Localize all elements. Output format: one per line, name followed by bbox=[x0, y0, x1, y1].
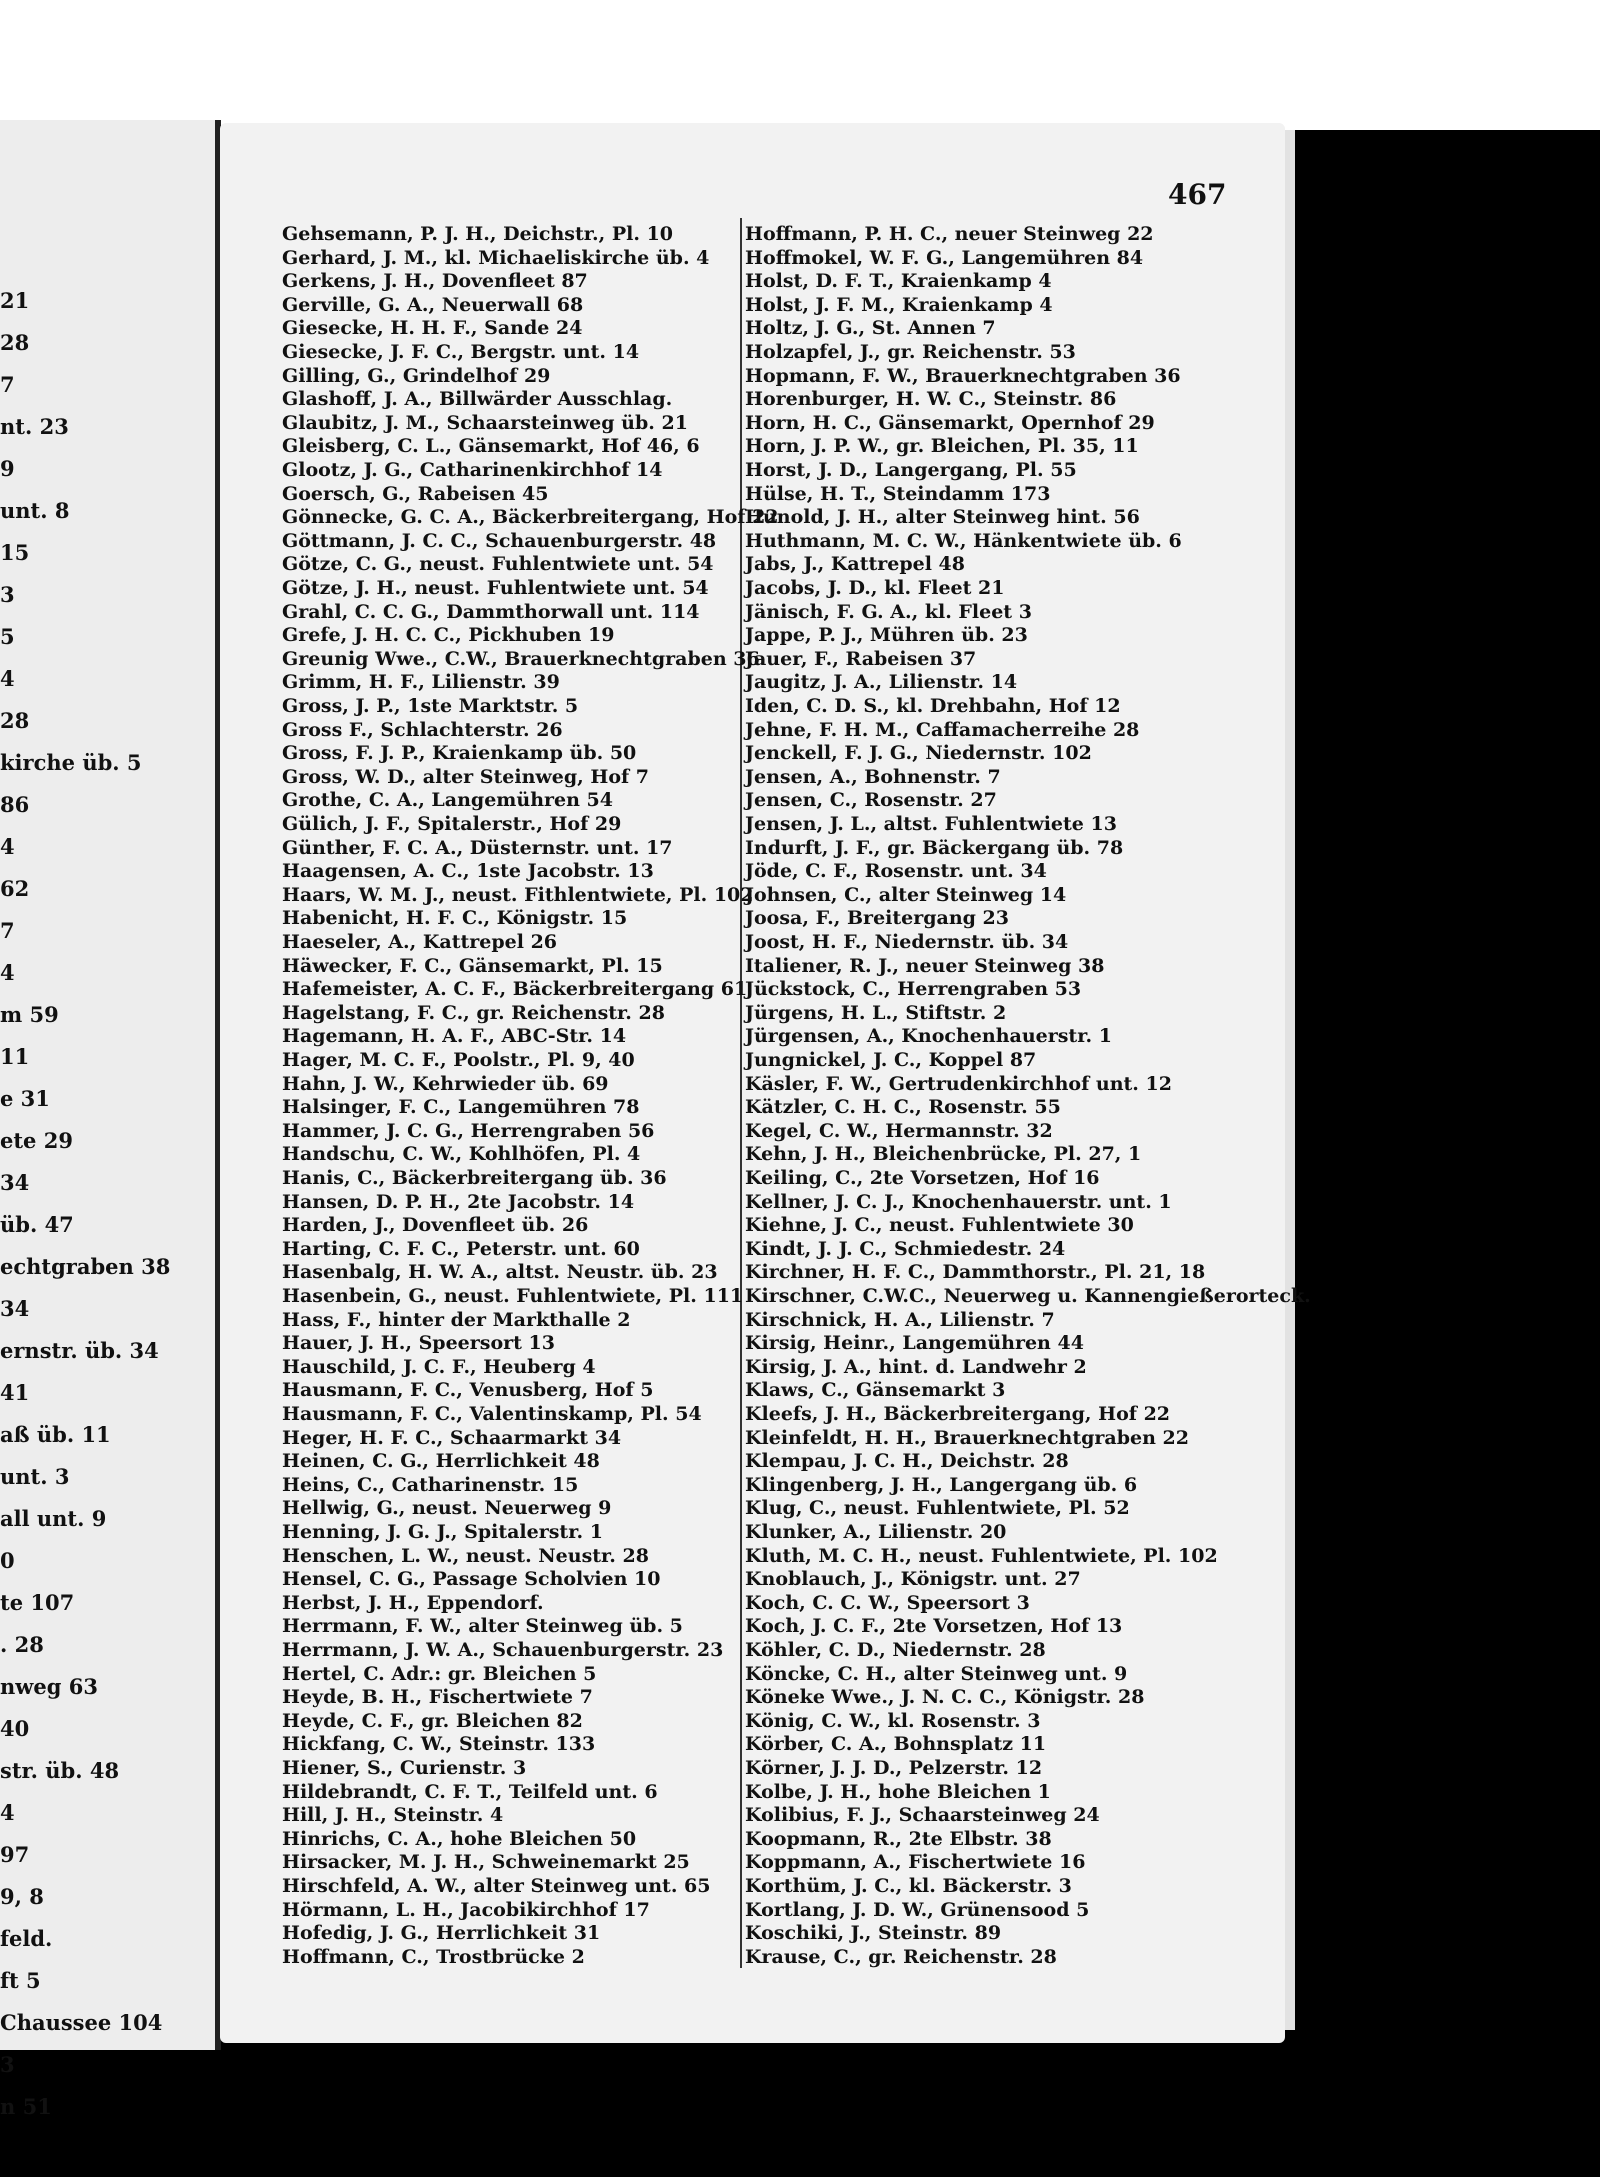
directory-entry: Joost, H. F., Niedernstr. üb. 34 bbox=[745, 931, 1069, 953]
column-divider bbox=[740, 218, 742, 1968]
directory-entry: Hörmann, L. H., Jacobikirchhof 17 bbox=[282, 1898, 650, 1921]
left-page-fragment: 62 bbox=[0, 876, 30, 901]
directory-entry: Hasenbalg, H. W. A., altst. Neustr. üb. 23 bbox=[282, 1261, 718, 1284]
directory-entry: Holzapfel, J., gr. Reichenstr. 53 bbox=[745, 341, 1076, 363]
left-page-fragment: 4 bbox=[0, 1800, 15, 1825]
directory-entry: Haagensen, A. C., 1ste Jacobstr. 13 bbox=[282, 860, 654, 883]
left-page-fragment: m 59 bbox=[0, 1002, 59, 1027]
left-page-fragment: 28 bbox=[0, 330, 30, 355]
left-page-fragment: 3 bbox=[0, 582, 15, 607]
directory-entry: Klingenberg, J. H., Langergang üb. 6 bbox=[745, 1473, 1138, 1496]
directory-entry: Heinen, C. G., Herrlichkeit 48 bbox=[282, 1450, 600, 1473]
left-page-fragment: all unt. 9 bbox=[0, 1506, 107, 1531]
directory-entry: Hickfang, C. W., Steinstr. 133 bbox=[282, 1733, 596, 1756]
left-page-fragment: üb. 47 bbox=[0, 1212, 74, 1237]
left-page-fragment: 5 bbox=[0, 624, 15, 649]
left-page-fragment: 7 bbox=[0, 918, 15, 943]
directory-entry: Huthmann, M. C. W., Hänkentwiete üb. 6 bbox=[745, 529, 1182, 552]
left-page-fragment: 7 bbox=[0, 372, 15, 397]
directory-entry: Klaws, C., Gänsemarkt 3 bbox=[745, 1379, 1006, 1402]
left-page-fragment: ernstr. üb. 34 bbox=[0, 1338, 159, 1363]
directory-entry: Hoffmokel, W. F. G., Langemühren 84 bbox=[745, 246, 1144, 269]
directory-entry: Halsinger, F. C., Langemühren 78 bbox=[282, 1096, 640, 1119]
directory-entry: Jöde, C. F., Rosenstr. unt. 34 bbox=[745, 860, 1047, 883]
left-page-fragment: 11 bbox=[0, 1044, 30, 1069]
directory-entry: Kleefs, J. H., Bäckerbreitergang, Hof 22 bbox=[745, 1403, 1171, 1425]
directory-entry: Iden, C. D. S., kl. Drehbahn, Hof 12 bbox=[745, 695, 1121, 717]
directory-entry: Gerhard, J. M., kl. Michaeliskirche üb. 4 bbox=[282, 246, 710, 269]
directory-entry: Hirsacker, M. J. H., Schweinemarkt 25 bbox=[282, 1851, 690, 1874]
directory-entry: Korthüm, J. C., kl. Bäckerstr. 3 bbox=[745, 1875, 1072, 1897]
directory-entry: Johnsen, C., alter Steinweg 14 bbox=[745, 883, 1067, 906]
directory-entry: Jensen, C., Rosenstr. 27 bbox=[745, 789, 997, 812]
directory-entry: Hildebrandt, C. F. T., Teilfeld unt. 6 bbox=[282, 1780, 658, 1803]
directory-entry: Koch, C. C. W., Speersort 3 bbox=[745, 1591, 1030, 1614]
directory-entry: Kindt, J. J. C., Schmiedestr. 24 bbox=[745, 1237, 1066, 1260]
directory-entry: Hiener, S., Curienstr. 3 bbox=[282, 1757, 527, 1779]
left-page-fragment: 40 bbox=[0, 1716, 30, 1741]
directory-entry: Jensen, J. L., altst. Fuhlentwiete 13 bbox=[745, 813, 1117, 835]
directory-entry: Jacobs, J. D., kl. Fleet 21 bbox=[745, 577, 1005, 599]
left-page-fragment: aß üb. 11 bbox=[0, 1422, 111, 1447]
left-page-fragment: str. üb. 48 bbox=[0, 1758, 120, 1783]
scan-background bbox=[0, 0, 1600, 130]
directory-entry: Hill, J. H., Steinstr. 4 bbox=[282, 1804, 504, 1827]
directory-entry: Jensen, A., Bohnenstr. 7 bbox=[745, 765, 1001, 788]
directory-entry: Koppmann, A., Fischertwiete 16 bbox=[745, 1851, 1086, 1874]
directory-entry: Gleisberg, C. L., Gänsemarkt, Hof 46, 6 bbox=[282, 435, 700, 458]
directory-entry: Kirchner, H. F. C., Dammthorstr., Pl. 21, 18 bbox=[745, 1261, 1206, 1284]
directory-entry: Kolbe, J. H., hohe Bleichen 1 bbox=[745, 1780, 1051, 1803]
left-page-fragment: n 51 bbox=[0, 2094, 52, 2119]
directory-entry: Jürgens, H. L., Stiftstr. 2 bbox=[745, 1001, 1007, 1024]
directory-entry: Jenckell, F. J. G., Niedernstr. 102 bbox=[745, 742, 1092, 765]
left-page-fragment: . 28 bbox=[0, 1632, 44, 1657]
left-page-fragment: te 107 bbox=[0, 1590, 75, 1615]
directory-entry: Herrmann, F. W., alter Steinweg üb. 5 bbox=[282, 1615, 683, 1638]
directory-entry: Jaugitz, J. A., Lilienstr. 14 bbox=[745, 671, 1018, 694]
directory-entry: Holst, J. F. M., Kraienkamp 4 bbox=[745, 293, 1053, 316]
directory-entry: Heins, C., Catharinenstr. 15 bbox=[282, 1473, 579, 1496]
left-page-fragment: 41 bbox=[0, 1380, 30, 1405]
directory-entry: Harden, J., Dovenfleet üb. 26 bbox=[282, 1214, 589, 1237]
directory-entry: Götze, C. G., neust. Fuhlentwiete unt. 54 bbox=[282, 553, 714, 576]
directory-entry: Klempau, J. C. H., Deichstr. 28 bbox=[745, 1450, 1069, 1473]
directory-entry: Kiehne, J. C., neust. Fuhlentwiete 30 bbox=[745, 1214, 1134, 1237]
directory-entry: Hauer, J. H., Speersort 13 bbox=[282, 1332, 555, 1355]
directory-entry: Herbst, J. H., Eppendorf. bbox=[282, 1591, 544, 1614]
directory-entry: Gross, F. J. P., Kraienkamp üb. 50 bbox=[282, 742, 637, 765]
left-page-fragment: 9, 8 bbox=[0, 1884, 44, 1909]
directory-entry: Grothe, C. A., Langemühren 54 bbox=[282, 789, 613, 812]
directory-entry: Hülse, H. T., Steindamm 173 bbox=[745, 482, 1051, 505]
directory-entry: König, C. W., kl. Rosenstr. 3 bbox=[745, 1709, 1041, 1732]
directory-entry: Kirsig, J. A., hint. d. Landwehr 2 bbox=[745, 1355, 1087, 1378]
directory-entry: Kortlang, J. D. W., Grünensood 5 bbox=[745, 1898, 1090, 1921]
directory-entry: Holtz, J. G., St. Annen 7 bbox=[745, 317, 996, 340]
directory-entry: Heyde, B. H., Fischertwiete 7 bbox=[282, 1686, 593, 1709]
directory-entry: Kirsig, Heinr., Langemühren 44 bbox=[745, 1332, 1084, 1355]
directory-entry: Hanis, C., Bäckerbreitergang üb. 36 bbox=[282, 1167, 667, 1189]
directory-entry: Hensel, C. G., Passage Scholvien 10 bbox=[282, 1568, 661, 1591]
directory-entry: Horenburger, H. W. C., Steinstr. 86 bbox=[745, 388, 1117, 411]
directory-entry: Gross, W. D., alter Steinweg, Hof 7 bbox=[282, 765, 650, 788]
left-page-fragment: Chaussee 104 bbox=[0, 2010, 163, 2035]
directory-entry: Heger, H. F. C., Schaarmarkt 34 bbox=[282, 1426, 622, 1449]
directory-entry: Kleinfeldt, H. H., Brauerknechtgraben 22 bbox=[745, 1426, 1189, 1449]
directory-entry: Hass, F., hinter der Markthalle 2 bbox=[282, 1308, 631, 1331]
directory-entry: Kirschnick, H. A., Lilienstr. 7 bbox=[745, 1308, 1055, 1331]
left-page-fragment: 97 bbox=[0, 1842, 30, 1867]
directory-entry: Hasenbein, G., neust. Fuhlentwiete, Pl. 111 bbox=[282, 1285, 744, 1307]
directory-entry: Köneke Wwe., J. N. C. C., Königstr. 28 bbox=[745, 1686, 1145, 1709]
directory-entry: Holst, D. F. T., Kraienkamp 4 bbox=[745, 270, 1052, 293]
left-page-fragment: nt. 23 bbox=[0, 414, 69, 439]
directory-entry: Haeseler, A., Kattrepel 26 bbox=[282, 931, 558, 953]
left-page-fragment: feld. bbox=[0, 1926, 53, 1951]
directory-entry: Gülich, J. F., Spitalerstr., Hof 29 bbox=[282, 813, 622, 835]
directory-entry: Horn, J. P. W., gr. Bleichen, Pl. 35, 11 bbox=[745, 435, 1139, 458]
left-page-fragment: 9 bbox=[0, 456, 15, 481]
left-page-fragment: 21 bbox=[0, 288, 30, 313]
directory-entry: Gross F., Schlachterstr. 26 bbox=[282, 718, 563, 741]
directory-entry: Hammer, J. C. G., Herrengraben 56 bbox=[282, 1119, 655, 1142]
directory-entry: Hertel, C. Adr.: gr. Bleichen 5 bbox=[282, 1662, 597, 1685]
directory-entry: Indurft, J. F., gr. Bäckergang üb. 78 bbox=[745, 836, 1124, 859]
directory-entry: Kluth, M. C. H., neust. Fuhlentwiete, Pl. 102 bbox=[745, 1544, 1218, 1567]
directory-entry: Hager, M. C. F., Poolstr., Pl. 9, 40 bbox=[282, 1049, 635, 1071]
directory-entry: Glaubitz, J. M., Schaarsteinweg üb. 21 bbox=[282, 411, 688, 434]
directory-entry: Köhler, C. D., Niedernstr. 28 bbox=[745, 1639, 1046, 1661]
directory-entry: Koch, J. C. F., 2te Vorsetzen, Hof 13 bbox=[745, 1615, 1123, 1638]
left-page-fragment: 4 bbox=[0, 834, 15, 859]
directory-entry: Hofedig, J. G., Herrlichkeit 31 bbox=[282, 1922, 601, 1945]
directory-entry: Gehsemann, P. J. H., Deichstr., Pl. 10 bbox=[282, 223, 674, 245]
directory-entry: Hoffmann, P. H. C., neuer Steinweg 22 bbox=[745, 223, 1154, 245]
directory-entry: Körber, C. A., Bohnsplatz 11 bbox=[745, 1733, 1047, 1756]
directory-entry: Koopmann, R., 2te Elbstr. 38 bbox=[745, 1827, 1052, 1850]
left-page-fragment: ft 5 bbox=[0, 1968, 41, 1993]
directory-entry: Habenicht, H. F. C., Königstr. 15 bbox=[282, 907, 628, 930]
left-page-fragment: unt. 3 bbox=[0, 1464, 70, 1489]
directory-entry: Köncke, C. H., alter Steinweg unt. 9 bbox=[745, 1662, 1128, 1685]
directory-entry: Handschu, C. W., Kohlhöfen, Pl. 4 bbox=[282, 1143, 641, 1166]
directory-entry: Gönnecke, G. C. A., Bäckerbreitergang, Hof 22 bbox=[282, 506, 779, 529]
directory-entry: Hausmann, F. C., Valentinskamp, Pl. 54 bbox=[282, 1403, 702, 1425]
directory-entry: Goersch, G., Rabeisen 45 bbox=[282, 482, 549, 505]
directory-entry: Henschen, L. W., neust. Neustr. 28 bbox=[282, 1544, 649, 1567]
directory-entry: Hauschild, J. C. F., Heuberg 4 bbox=[282, 1355, 596, 1378]
directory-entry: Kellner, J. C. J., Knochenhauerstr. unt. 1 bbox=[745, 1190, 1172, 1213]
left-page-edge bbox=[0, 120, 221, 2119]
directory-entry: Haars, W. M. J., neust. Fithlentwiete, Pl. 102 bbox=[282, 883, 754, 906]
directory-entry: Henning, J. G. J., Spitalerstr. 1 bbox=[282, 1521, 603, 1543]
directory-entry: Gerville, G. A., Neuerwall 68 bbox=[282, 293, 584, 316]
left-page-fragment: 86 bbox=[0, 792, 30, 817]
directory-entry: Koschiki, J., Steinstr. 89 bbox=[745, 1922, 1002, 1945]
directory-entry: Hagelstang, F. C., gr. Reichenstr. 28 bbox=[282, 1001, 665, 1024]
directory-entry: Grefe, J. H. C. C., Pickhuben 19 bbox=[282, 624, 615, 647]
left-page-fragment: ete 29 bbox=[0, 1128, 73, 1153]
directory-entry: Hinrichs, C. A., hohe Bleichen 50 bbox=[282, 1827, 637, 1850]
directory-entry: Herrmann, J. W. A., Schauenburgerstr. 23 bbox=[282, 1639, 724, 1661]
directory-entry: Keiling, C., 2te Vorsetzen, Hof 16 bbox=[745, 1167, 1100, 1189]
directory-entry: Gross, J. P., 1ste Marktstr. 5 bbox=[282, 695, 579, 717]
directory-entry: Kolibius, F. J., Schaarsteinweg 24 bbox=[745, 1804, 1100, 1827]
directory-entry: Käsler, F. W., Gertrudenkirchhof unt. 12 bbox=[745, 1072, 1172, 1095]
directory-entry: Gilling, G., Grindelhof 29 bbox=[282, 364, 551, 387]
directory-entry: Jappe, P. J., Mühren üb. 23 bbox=[745, 624, 1028, 647]
left-page-fragment: 15 bbox=[0, 540, 30, 565]
directory-entry: Jänisch, F. G. A., kl. Fleet 3 bbox=[745, 600, 1032, 623]
left-page-fragment: 4 bbox=[0, 666, 15, 691]
directory-entry: Klug, C., neust. Fuhlentwiete, Pl. 52 bbox=[745, 1497, 1130, 1520]
directory-entry: Harting, C. F. C., Peterstr. unt. 60 bbox=[282, 1237, 640, 1260]
directory-entry: Häwecker, F. C., Gänsemarkt, Pl. 15 bbox=[282, 954, 663, 977]
directory-entry: Giesecke, H. H. F., Sande 24 bbox=[282, 317, 583, 340]
directory-entry: Kehn, J. H., Bleichenbrücke, Pl. 27, 1 bbox=[745, 1143, 1142, 1166]
directory-entry: Horst, J. D., Langergang, Pl. 55 bbox=[745, 459, 1077, 481]
directory-entry: Krause, C., gr. Reichenstr. 28 bbox=[745, 1945, 1057, 1968]
directory-entry: Götze, J. H., neust. Fuhlentwiete unt. 54 bbox=[282, 577, 709, 599]
directory-entry: Heyde, C. F., gr. Bleichen 82 bbox=[282, 1709, 583, 1732]
directory-entry: Jückstock, C., Herrengraben 53 bbox=[745, 978, 1082, 1001]
directory-entry: Hirschfeld, A. W., alter Steinweg unt. 65 bbox=[282, 1875, 711, 1897]
left-page-fragment: nweg 63 bbox=[0, 1674, 98, 1699]
directory-entry: Horn, H. C., Gänsemarkt, Opernhof 29 bbox=[745, 411, 1155, 434]
left-page-fragment: kirche üb. 5 bbox=[0, 750, 142, 775]
left-page-fragment: 0 bbox=[0, 1548, 15, 1573]
directory-entry: Hafemeister, A. C. F., Bäckerbreitergang 61 bbox=[282, 978, 748, 1001]
page-number: 467 bbox=[1168, 178, 1227, 211]
directory-entry: Günther, F. C. A., Düsternstr. unt. 17 bbox=[282, 836, 673, 859]
left-page-fragment: echtgraben 38 bbox=[0, 1254, 171, 1279]
directory-entry: Jabs, J., Kattrepel 48 bbox=[745, 553, 965, 576]
directory-entry: Glootz, J. G., Catharinenkirchhof 14 bbox=[282, 459, 663, 481]
directory-entry: Hunold, J. H., alter Steinweg hint. 56 bbox=[745, 506, 1140, 529]
left-page-fragment: 3 bbox=[0, 2052, 15, 2077]
directory-entry: Hausmann, F. C., Venusberg, Hof 5 bbox=[282, 1379, 654, 1402]
directory-entry: Glashoff, J. A., Billwärder Ausschlag. bbox=[282, 388, 673, 411]
directory-entry: Hopmann, F. W., Brauerknechtgraben 36 bbox=[745, 364, 1181, 387]
directory-entry: Grahl, C. C. G., Dammthorwall unt. 114 bbox=[282, 600, 700, 623]
directory-entry: Jehne, F. H. M., Caffamacherreihe 28 bbox=[745, 718, 1140, 741]
directory-entry: Jauer, F., Rabeisen 37 bbox=[745, 647, 977, 670]
directory-entry: Klunker, A., Lilienstr. 20 bbox=[745, 1521, 1007, 1543]
directory-entry: Körner, J. J. D., Pelzerstr. 12 bbox=[745, 1757, 1043, 1779]
directory-entry: Grimm, H. F., Lilienstr. 39 bbox=[282, 671, 560, 694]
directory-entry: Joosa, F., Breitergang 23 bbox=[745, 907, 1009, 930]
left-page-fragment: 28 bbox=[0, 708, 30, 733]
left-page-fragment: e 31 bbox=[0, 1086, 50, 1111]
directory-entry: Jungnickel, J. C., Koppel 87 bbox=[745, 1049, 1037, 1071]
directory-entry: Giesecke, J. F. C., Bergstr. unt. 14 bbox=[282, 341, 640, 363]
directory-entry: Hoffmann, C., Trostbrücke 2 bbox=[282, 1945, 585, 1968]
left-page-fragment: 34 bbox=[0, 1296, 30, 1321]
directory-entry: Italiener, R. J., neuer Steinweg 38 bbox=[745, 954, 1105, 977]
directory-entry: Kegel, C. W., Hermannstr. 32 bbox=[745, 1119, 1053, 1142]
directory-entry: Göttmann, J. C. C., Schauenburgerstr. 48 bbox=[282, 529, 717, 552]
left-page-fragment: unt. 8 bbox=[0, 498, 70, 523]
directory-entry: Knoblauch, J., Königstr. unt. 27 bbox=[745, 1568, 1081, 1591]
directory-entry: Kätzler, C. H. C., Rosenstr. 55 bbox=[745, 1096, 1061, 1119]
directory-entry: Gerkens, J. H., Dovenfleet 87 bbox=[282, 270, 588, 293]
left-page-fragment: 4 bbox=[0, 960, 15, 985]
directory-entry: Hellwig, G., neust. Neuerweg 9 bbox=[282, 1497, 612, 1520]
left-page-fragment: 34 bbox=[0, 1170, 30, 1195]
directory-entry: Hagemann, H. A. F., ABC-Str. 14 bbox=[282, 1025, 627, 1048]
directory-entry: Hansen, D. P. H., 2te Jacobstr. 14 bbox=[282, 1190, 635, 1213]
directory-entry: Jürgensen, A., Knochenhauerstr. 1 bbox=[745, 1025, 1112, 1048]
directory-entry: Hahn, J. W., Kehrwieder üb. 69 bbox=[282, 1072, 609, 1095]
directory-entry: Kirschner, C.W.C., Neuerweg u. Kannengießerorteck. bbox=[745, 1285, 1311, 1307]
directory-entry: Greunig Wwe., C.W., Brauerknechtgraben 36 bbox=[282, 647, 760, 670]
